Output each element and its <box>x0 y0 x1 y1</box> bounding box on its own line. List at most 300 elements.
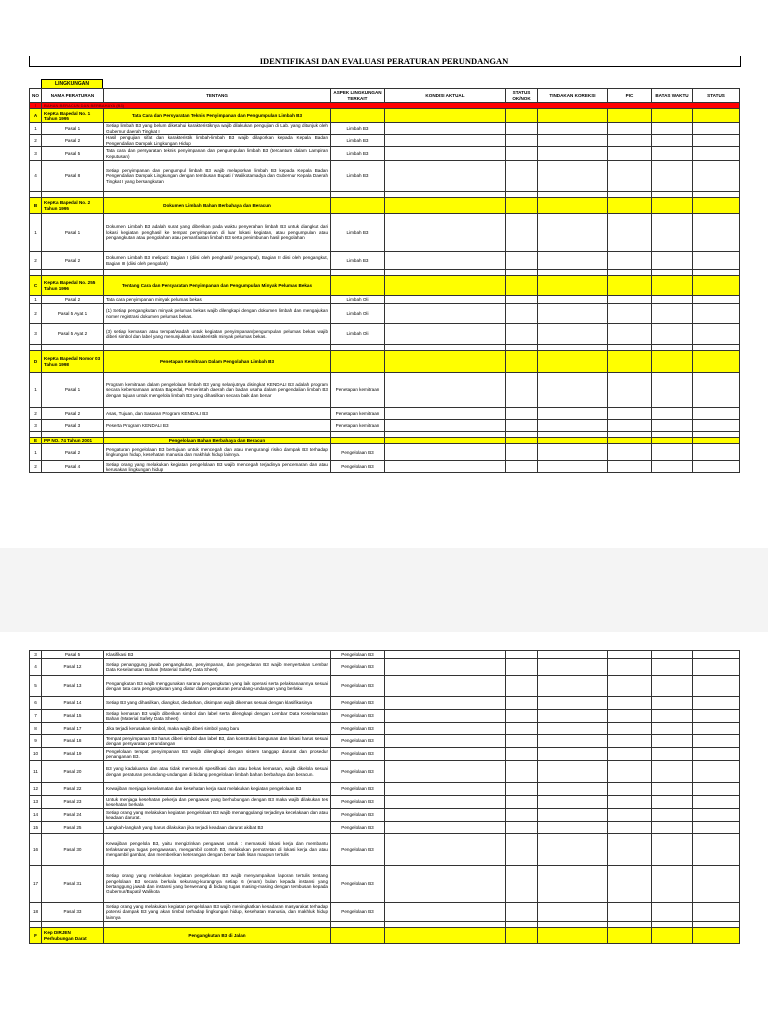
kondisi-aktual-cell[interactable] <box>385 461 506 473</box>
tindakan-koreksi-cell[interactable] <box>538 373 608 408</box>
table-row <box>30 903 740 922</box>
tindakan-koreksi-cell[interactable] <box>538 161 608 192</box>
status-oknok-cell[interactable] <box>506 735 538 748</box>
kondisi-aktual-cell[interactable] <box>385 809 506 822</box>
row-number: 6 <box>30 697 42 710</box>
status-oknok-cell[interactable] <box>506 420 538 432</box>
regulation-description: Klasifikasi B3 <box>104 651 331 659</box>
section-cell <box>331 276 385 296</box>
tindakan-koreksi-cell[interactable] <box>538 748 608 761</box>
status-oknok-cell[interactable] <box>506 373 538 408</box>
status-oknok-cell[interactable] <box>506 304 538 324</box>
section-cell <box>652 198 693 214</box>
environmental-aspect: Pengelolaan B3 <box>331 903 385 922</box>
table-row <box>30 296 740 304</box>
status-oknok-cell[interactable] <box>506 123 538 135</box>
status-cell[interactable] <box>693 147 740 161</box>
section-letter: E <box>30 438 42 444</box>
kondisi-aktual-cell[interactable] <box>385 161 506 192</box>
kondisi-aktual-cell[interactable] <box>385 866 506 903</box>
regulation-article: Pasal 14 <box>42 697 104 710</box>
tindakan-koreksi-cell[interactable] <box>538 761 608 783</box>
kondisi-aktual-cell[interactable] <box>385 651 506 659</box>
environmental-aspect: Pengelolaan B3 <box>331 783 385 796</box>
tindakan-koreksi-cell[interactable] <box>538 723 608 735</box>
section-cell <box>608 198 652 214</box>
status-cell[interactable] <box>693 161 740 192</box>
regulation-description: Setiap limbah B3 yang belum diketahui karakteristiknya wajib dilakukan pengujian di Lab. yang ditunjuk oleh Gubernur daerah Tingkat I <box>104 123 331 135</box>
table-row <box>30 822 740 834</box>
kondisi-aktual-cell[interactable] <box>385 214 506 252</box>
environmental-aspect: Pengelolaan B3 <box>331 822 385 834</box>
regulation-article: Pasal 17 <box>42 723 104 735</box>
regulation-description: Setiap penyimpanan dan pengumpul limbah B3 wajib melaporkan limbah B3 kepada Kepala Badan Pengendalian Dampak Lingkungan dengan tembusan Bupati / Walikotamadya dan Gubernur Kepala Daerah Tingkat I yang bersangkutan <box>104 161 331 192</box>
status-oknok-cell[interactable] <box>506 444 538 461</box>
table-row <box>30 761 740 783</box>
regulation-article: Pasal 1 <box>42 373 104 408</box>
pic-cell[interactable] <box>608 252 652 270</box>
kondisi-aktual-cell[interactable] <box>385 735 506 748</box>
page-2 <box>0 632 768 1024</box>
batas-waktu-cell[interactable] <box>652 697 693 710</box>
table-row <box>30 161 740 192</box>
regulation-description: Asas, Tujuan, dan Sasaran Program KENDALI B3 <box>104 408 331 420</box>
status-oknok-cell[interactable] <box>506 651 538 659</box>
tindakan-koreksi-cell[interactable] <box>538 735 608 748</box>
status-cell[interactable] <box>693 676 740 697</box>
status-cell[interactable] <box>693 903 740 922</box>
batas-waktu-cell[interactable] <box>652 324 693 345</box>
status-cell[interactable] <box>693 420 740 432</box>
batas-waktu-cell[interactable] <box>652 135 693 147</box>
section-regulation-name: KepKa Bapedal No. 1 Tahun 1995 <box>42 109 104 123</box>
status-cell[interactable] <box>693 796 740 809</box>
environmental-aspect: Pengelolaan B3 <box>331 659 385 676</box>
batas-waktu-cell[interactable] <box>652 373 693 408</box>
status-oknok-cell[interactable] <box>506 147 538 161</box>
tindakan-koreksi-cell[interactable] <box>538 408 608 420</box>
tindakan-koreksi-cell[interactable] <box>538 834 608 866</box>
section-letter: C <box>30 276 42 296</box>
pic-cell[interactable] <box>608 735 652 748</box>
kondisi-aktual-cell[interactable] <box>385 659 506 676</box>
status-cell[interactable] <box>693 296 740 304</box>
batas-waktu-cell[interactable] <box>652 783 693 796</box>
regulation-description: Pengangkutan B3 wajib menggunakan sarana pengangkutan yang laik operasi serta pelaksanaannya sesuai dengan tata cara pengangkutan yang diatur dalam peraturan perundang-undangan yang berlaku <box>104 676 331 697</box>
regulation-description: Setiap orang yang melakukan kegiatan pengelolaan B3 wajib menanggulangi terjadinya kecelakaan dan atau keadaan darurat. <box>104 809 331 822</box>
section-cell <box>506 928 538 944</box>
status-oknok-cell[interactable] <box>506 676 538 697</box>
batas-waktu-cell[interactable] <box>652 809 693 822</box>
status-cell[interactable] <box>693 252 740 270</box>
batas-waktu-cell[interactable] <box>652 723 693 735</box>
section-subject: Penetapan Kemitraan Dalam Pengolahan Limbah B3 <box>104 351 331 373</box>
section-letter: D <box>30 351 42 373</box>
header-batas-waktu: BATAS WAKTU <box>652 89 693 103</box>
kondisi-aktual-cell[interactable] <box>385 420 506 432</box>
status-oknok-cell[interactable] <box>506 903 538 922</box>
row-number: 2 <box>30 408 42 420</box>
section-regulation-name: PP NO. 74 Tahun 2001 <box>42 438 104 444</box>
section-subject: Pengelolaan Bahan Berbahaya dan Beracun <box>104 438 331 444</box>
regulation-article: Pasal 4 <box>42 461 104 473</box>
kondisi-aktual-cell[interactable] <box>385 834 506 866</box>
batas-waktu-cell[interactable] <box>652 296 693 304</box>
pic-cell[interactable] <box>608 324 652 345</box>
table-row <box>30 723 740 735</box>
row-number: 3 <box>30 420 42 432</box>
environmental-aspect: Limbah B3 <box>331 135 385 147</box>
row-number: 18 <box>30 903 42 922</box>
kondisi-aktual-cell[interactable] <box>385 147 506 161</box>
regulation-description: Pengelolaan tempat penyimpanan B3 wajib dilengkapi dengan sistem tanggap darurat dan prosedur penanganan B3. <box>104 748 331 761</box>
status-cell[interactable] <box>693 324 740 345</box>
status-oknok-cell[interactable] <box>506 783 538 796</box>
tindakan-koreksi-cell[interactable] <box>538 783 608 796</box>
status-cell[interactable] <box>693 123 740 135</box>
status-cell[interactable] <box>693 748 740 761</box>
pic-cell[interactable] <box>608 866 652 903</box>
kondisi-aktual-cell[interactable] <box>385 796 506 809</box>
pic-cell[interactable] <box>608 903 652 922</box>
kondisi-aktual-cell[interactable] <box>385 761 506 783</box>
batas-waktu-cell[interactable] <box>652 214 693 252</box>
regulation-article: Pasal 18 <box>42 735 104 748</box>
status-cell[interactable] <box>693 651 740 659</box>
pic-cell[interactable] <box>608 710 652 723</box>
section-cell <box>331 351 385 373</box>
tindakan-koreksi-cell[interactable] <box>538 796 608 809</box>
batas-waktu-cell[interactable] <box>652 408 693 420</box>
status-cell[interactable] <box>693 659 740 676</box>
kondisi-aktual-cell[interactable] <box>385 748 506 761</box>
kondisi-aktual-cell[interactable] <box>385 373 506 408</box>
status-oknok-cell[interactable] <box>506 866 538 903</box>
status-cell[interactable] <box>693 304 740 324</box>
batas-waktu-cell[interactable] <box>652 461 693 473</box>
section-cell <box>652 351 693 373</box>
batas-waktu-cell[interactable] <box>652 748 693 761</box>
section-label: BAHAN BERACUN DAN BERBAHAYA (B3) <box>42 103 740 109</box>
tindakan-koreksi-cell[interactable] <box>538 147 608 161</box>
header-tindakan: TINDAKAN KOREKSI <box>538 89 608 103</box>
tindakan-koreksi-cell[interactable] <box>538 123 608 135</box>
batas-waktu-cell[interactable] <box>652 834 693 866</box>
batas-waktu-cell[interactable] <box>652 161 693 192</box>
row-number: 2 <box>30 252 42 270</box>
batas-waktu-cell[interactable] <box>652 822 693 834</box>
tindakan-koreksi-cell[interactable] <box>538 296 608 304</box>
regulation-description: (3) setiap kemasan atau tempat/wadah untuk kegiatan penyimpanan/pengumpulan pelumas bekas wajib diberi simbol dan label yang menunjukkan karakteristik minyak pelumas bekas. <box>104 324 331 345</box>
header-aspek: ASPEK LINGKUNGAN TERKAIT <box>331 89 385 103</box>
row-number: 8 <box>30 723 42 735</box>
header-pic: PIC <box>608 89 652 103</box>
status-oknok-cell[interactable] <box>506 796 538 809</box>
status-cell[interactable] <box>693 809 740 822</box>
pic-cell[interactable] <box>608 834 652 866</box>
batas-waktu-cell[interactable] <box>652 866 693 903</box>
header-no: NO <box>30 89 42 103</box>
row-number: 10 <box>30 748 42 761</box>
batas-waktu-cell[interactable] <box>652 659 693 676</box>
section-cell <box>506 351 538 373</box>
section-cell <box>693 276 740 296</box>
regulation-description: Setiap kemasan B3 wajib diberikan simbol dan label serta dilengkapi dengan Lembar Data Keselamatan Bahan (Material Safety Data Sheet) <box>104 710 331 723</box>
tindakan-koreksi-cell[interactable] <box>538 710 608 723</box>
status-oknok-cell[interactable] <box>506 252 538 270</box>
kondisi-aktual-cell[interactable] <box>385 723 506 735</box>
status-cell[interactable] <box>693 135 740 147</box>
section-cell <box>693 109 740 123</box>
kondisi-aktual-cell[interactable] <box>385 408 506 420</box>
environmental-aspect: Pengelolaan B3 <box>331 796 385 809</box>
environmental-aspect: Limbah Oli <box>331 324 385 345</box>
environmental-aspect: Pengelolaan B3 <box>331 676 385 697</box>
section-cell <box>693 351 740 373</box>
table-row <box>30 659 740 676</box>
kondisi-aktual-cell[interactable] <box>385 304 506 324</box>
status-oknok-cell[interactable] <box>506 809 538 822</box>
pic-cell[interactable] <box>608 796 652 809</box>
status-cell[interactable] <box>693 783 740 796</box>
batas-waktu-cell[interactable] <box>652 761 693 783</box>
status-oknok-cell[interactable] <box>506 761 538 783</box>
environmental-aspect: Pengelolaan B3 <box>331 697 385 710</box>
section-cell <box>385 351 506 373</box>
tindakan-koreksi-cell[interactable] <box>538 461 608 473</box>
kondisi-aktual-cell[interactable] <box>385 324 506 345</box>
section-cell <box>538 276 608 296</box>
batas-waktu-cell[interactable] <box>652 252 693 270</box>
regulation-description: Langkah-langkah yang harus dilakukan jika terjadi keadaan darurat akibat B3 <box>104 822 331 834</box>
status-cell[interactable] <box>693 444 740 461</box>
regulation-article: Pasal 5 Ayat 2 <box>42 324 104 345</box>
section-row <box>30 198 740 214</box>
tindakan-koreksi-cell[interactable] <box>538 822 608 834</box>
pic-cell[interactable] <box>608 809 652 822</box>
pic-cell[interactable] <box>608 723 652 735</box>
pic-cell[interactable] <box>608 748 652 761</box>
pic-cell[interactable] <box>608 461 652 473</box>
status-cell[interactable] <box>693 822 740 834</box>
regulation-description: Jika terjadi kerusakan simbol, maka wajib diberi simbol yang baru <box>104 723 331 735</box>
tindakan-koreksi-cell[interactable] <box>538 135 608 147</box>
status-oknok-cell[interactable] <box>506 408 538 420</box>
batas-waktu-cell[interactable] <box>652 123 693 135</box>
tindakan-koreksi-cell[interactable] <box>538 444 608 461</box>
batas-waktu-cell[interactable] <box>652 444 693 461</box>
regulation-description: Tata cara penyimpanan minyak pelumas bekas <box>104 296 331 304</box>
regulation-description: Hasil pengujian sifat dan karakteristik limbah-limbah B3 wajib dilaporkan kepada Kepala Badan Pengendalian Dampak Lingkungan Hidup <box>104 135 331 147</box>
table-row <box>30 304 740 324</box>
status-cell[interactable] <box>693 710 740 723</box>
section-regulation-name: Kep DIRJEN Perhubungan Darat <box>42 928 104 944</box>
pic-cell[interactable] <box>608 444 652 461</box>
pic-cell[interactable] <box>608 783 652 796</box>
tindakan-koreksi-cell[interactable] <box>538 304 608 324</box>
row-number: 3 <box>30 651 42 659</box>
tindakan-koreksi-cell[interactable] <box>538 809 608 822</box>
pic-cell[interactable] <box>608 822 652 834</box>
table-row <box>30 735 740 748</box>
tindakan-koreksi-cell[interactable] <box>538 866 608 903</box>
pic-cell[interactable] <box>608 420 652 432</box>
table-row <box>30 123 740 135</box>
kondisi-aktual-cell[interactable] <box>385 135 506 147</box>
status-cell[interactable] <box>693 866 740 903</box>
regulation-article: Pasal 3 <box>42 420 104 432</box>
kondisi-aktual-cell[interactable] <box>385 903 506 922</box>
tindakan-koreksi-cell[interactable] <box>538 214 608 252</box>
regulation-article: Pasal 2 <box>42 408 104 420</box>
row-number: 1 <box>30 214 42 252</box>
section-subject: Pengangkutan B3 di Jalan <box>104 928 331 944</box>
row-number: 1 <box>30 444 42 461</box>
row-number: 2 <box>30 135 42 147</box>
status-oknok-cell[interactable] <box>506 324 538 345</box>
regulation-article: Pasal 31 <box>42 866 104 903</box>
section-regulation-name: KepKa Bapedal No. 2 Tahun 1995 <box>42 198 104 214</box>
environmental-aspect: Penetapan kemitraan <box>331 408 385 420</box>
tindakan-koreksi-cell[interactable] <box>538 903 608 922</box>
status-oknok-cell[interactable] <box>506 461 538 473</box>
status-oknok-cell[interactable] <box>506 748 538 761</box>
pic-cell[interactable] <box>608 408 652 420</box>
section-subject: Tata Cara dan Persyaratan Teknis Penyimpanan dan Pengumpulan Limbah B3 <box>104 109 331 123</box>
tindakan-koreksi-cell[interactable] <box>538 651 608 659</box>
kondisi-aktual-cell[interactable] <box>385 783 506 796</box>
section-regulation-name: KepKa Bapedal No. 255 Tahun 1996 <box>42 276 104 296</box>
pic-cell[interactable] <box>608 676 652 697</box>
batas-waktu-cell[interactable] <box>652 651 693 659</box>
status-cell[interactable] <box>693 373 740 408</box>
tindakan-koreksi-cell[interactable] <box>538 676 608 697</box>
environmental-aspect: Pengelolaan B3 <box>331 651 385 659</box>
header-status-oknok: STATUS OK/NOK <box>506 89 538 103</box>
regulation-description: Peserta Program KENDALI B3 <box>104 420 331 432</box>
status-cell[interactable] <box>693 461 740 473</box>
document-title: IDENTIFIKASI DAN EVALUASI PERATURAN PERUNDANGAN <box>259 56 509 66</box>
regulation-article: Pasal 30 <box>42 834 104 866</box>
kondisi-aktual-cell[interactable] <box>385 252 506 270</box>
tindakan-koreksi-cell[interactable] <box>538 420 608 432</box>
regulation-article: Pasal 5 <box>42 651 104 659</box>
status-oknok-cell[interactable] <box>506 296 538 304</box>
batas-waktu-cell[interactable] <box>652 735 693 748</box>
kondisi-aktual-cell[interactable] <box>385 444 506 461</box>
status-cell[interactable] <box>693 697 740 710</box>
header-status: STATUS <box>693 89 740 103</box>
status-cell[interactable] <box>693 834 740 866</box>
pic-cell[interactable] <box>608 373 652 408</box>
batas-waktu-cell[interactable] <box>652 676 693 697</box>
row-number: 1 <box>30 123 42 135</box>
status-oknok-cell[interactable] <box>506 710 538 723</box>
pic-cell[interactable] <box>608 697 652 710</box>
pic-cell[interactable] <box>608 304 652 324</box>
row-number: 4 <box>30 161 42 192</box>
pic-cell[interactable] <box>608 761 652 783</box>
table-row <box>30 796 740 809</box>
regulation-description: Kewajiban menjaga keselamatan dan kesehatan kerja saat melakukan kegiatan pengelolaan B3 <box>104 783 331 796</box>
regulation-description: Setiap penanggung jawab pengangkutan, penyimpanan, dan pengedaran B3 wajib menyertakan Lembar Data Keselamatan Bahan (Material Safety Data Sheet) <box>104 659 331 676</box>
pic-cell[interactable] <box>608 161 652 192</box>
header-tentang: TENTANG <box>104 89 331 103</box>
kondisi-aktual-cell[interactable] <box>385 710 506 723</box>
kondisi-aktual-cell[interactable] <box>385 697 506 710</box>
status-cell[interactable] <box>693 408 740 420</box>
section-regulation-name: KepKa Bapedal Nomor 03 Tahun 1998 <box>42 351 104 373</box>
table-row <box>30 135 740 147</box>
batas-waktu-cell[interactable] <box>652 147 693 161</box>
status-cell[interactable] <box>693 761 740 783</box>
kondisi-aktual-cell[interactable] <box>385 123 506 135</box>
status-oknok-cell[interactable] <box>506 659 538 676</box>
status-cell[interactable] <box>693 723 740 735</box>
status-oknok-cell[interactable] <box>506 834 538 866</box>
header-nama-peraturan: NAMA PERATURAN <box>42 89 104 103</box>
pic-cell[interactable] <box>608 214 652 252</box>
batas-waktu-cell[interactable] <box>652 710 693 723</box>
batas-waktu-cell[interactable] <box>652 304 693 324</box>
environmental-aspect: Penetapan kemitraan <box>331 373 385 408</box>
pic-cell[interactable] <box>608 296 652 304</box>
tindakan-koreksi-cell[interactable] <box>538 324 608 345</box>
status-cell[interactable] <box>693 214 740 252</box>
regulation-article: Pasal 1 <box>42 214 104 252</box>
status-cell[interactable] <box>693 735 740 748</box>
table-row <box>30 214 740 252</box>
section-cell <box>506 276 538 296</box>
batas-waktu-cell[interactable] <box>652 420 693 432</box>
tindakan-koreksi-cell[interactable] <box>538 659 608 676</box>
table-row <box>30 710 740 723</box>
batas-waktu-cell[interactable] <box>652 796 693 809</box>
section-cell <box>608 351 652 373</box>
status-oknok-cell[interactable] <box>506 697 538 710</box>
row-number: 11 <box>30 761 42 783</box>
pic-cell[interactable] <box>608 123 652 135</box>
status-oknok-cell[interactable] <box>506 135 538 147</box>
pic-cell[interactable] <box>608 147 652 161</box>
table-row <box>30 651 740 659</box>
status-oknok-cell[interactable] <box>506 822 538 834</box>
pic-cell[interactable] <box>608 659 652 676</box>
pic-cell[interactable] <box>608 651 652 659</box>
pic-cell[interactable] <box>608 135 652 147</box>
regulation-description: Untuk menjaga kesehatan pekerja dan pengawas yang berhubungan dengan B3 maka wajib dilakukan tes kesehatan berkala <box>104 796 331 809</box>
table-row <box>30 324 740 345</box>
regulation-article: Pasal 22 <box>42 783 104 796</box>
environmental-aspect: Pengelolaan B3 <box>331 761 385 783</box>
kondisi-aktual-cell[interactable] <box>385 676 506 697</box>
batas-waktu-cell[interactable] <box>652 903 693 922</box>
tindakan-koreksi-cell[interactable] <box>538 697 608 710</box>
regulation-article: Pasal 5 <box>42 147 104 161</box>
status-oknok-cell[interactable] <box>506 723 538 735</box>
kondisi-aktual-cell[interactable] <box>385 296 506 304</box>
section-cell <box>385 276 506 296</box>
section-letter: A <box>30 109 42 123</box>
regulation-article: Pasal 1 <box>42 123 104 135</box>
tindakan-koreksi-cell[interactable] <box>538 252 608 270</box>
status-oknok-cell[interactable] <box>506 214 538 252</box>
regulation-article: Pasal 2 <box>42 444 104 461</box>
status-oknok-cell[interactable] <box>506 161 538 192</box>
row-number: 7 <box>30 710 42 723</box>
regulation-description: Dokumen Limbah B3 meliputi: Bagian I (diisi oleh penghasil/ pengumpul), Bagian II diisi oleh pengangkut, Bagian III (diisi oleh pengolah) <box>104 252 331 270</box>
kondisi-aktual-cell[interactable] <box>385 822 506 834</box>
